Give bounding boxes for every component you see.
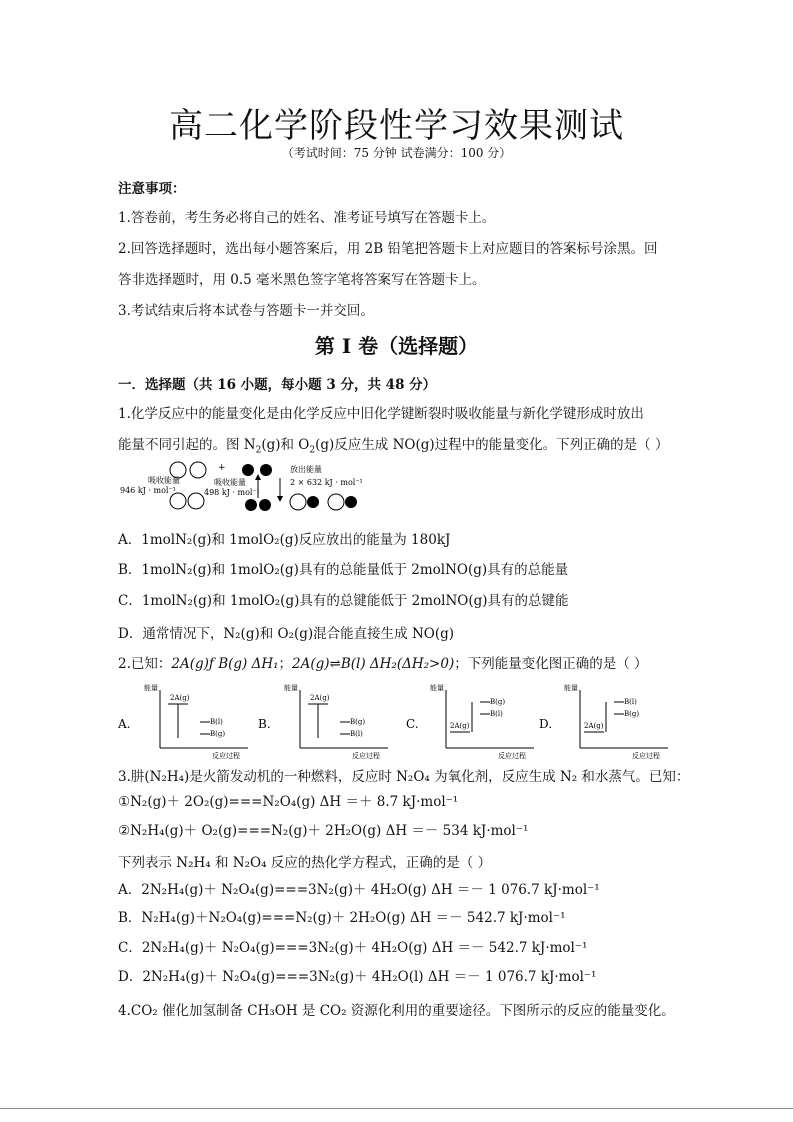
release-value: 2 × 632 kJ · mol⁻¹ — [290, 478, 363, 487]
chart-d-top-label: B(l) — [624, 698, 637, 706]
page-bottom-line — [0, 1108, 793, 1109]
o-atom-circle — [259, 499, 271, 511]
chart-c-top-label: B(g) — [490, 698, 506, 706]
o-atom-circle — [345, 496, 357, 508]
chart-d — [539, 683, 668, 760]
chart-b — [258, 683, 388, 760]
chart-d-xlabel: 反应过程 — [632, 752, 660, 760]
q3-question: 下列表示 N₂H₄ 和 N₂O₄ 反应的热化学方程式，正确的是（ ） — [118, 855, 492, 871]
chart-c-label: C. — [406, 717, 419, 731]
absorb-label-2: 吸收能量 — [214, 478, 246, 487]
chart-c-ylabel: 能量 — [430, 684, 444, 692]
o-atom-circle — [242, 464, 254, 476]
o-atom-circle — [245, 499, 257, 511]
chart-b-bot-label: B(l) — [350, 730, 363, 738]
arrow-head — [277, 496, 283, 502]
n-atom-circle — [170, 493, 186, 509]
q1-bond-energy-diagram — [118, 458, 378, 518]
q1-option-c: C．1molN₂(g)和 1molO₂(g)具有的总键能低于 2molNO(g)具有的总键能 — [118, 593, 569, 609]
note-2b: 答非选择题时，用 0.5 毫米黑色签字笔将答案写在答题卡上。 — [118, 272, 486, 288]
notes-heading: 注意事项： — [118, 181, 186, 197]
absorb-value-1: 946 kJ · mol⁻¹ — [120, 486, 176, 495]
o-atom-circle — [260, 464, 272, 476]
o-atom-circle — [307, 496, 319, 508]
chart-b-mid-label: B(g) — [350, 718, 366, 726]
q3-eq1: ①N₂(g)＋ 2O₂(g)===N₂O₄(g) ΔH ＝＋ 8.7 kJ·mol⁻¹ — [118, 794, 459, 810]
chart-c — [406, 683, 534, 760]
exam-info: （考试时间：75 分钟 试卷满分：100 分） — [281, 146, 512, 160]
arrow-head — [255, 474, 261, 480]
note-3: 3.考试结束后将本试卷与答题卡一并交回。 — [118, 303, 374, 319]
note-1: 1.答卷前，考生务必将自己的姓名、准考证号填写在答题卡上。 — [118, 210, 496, 226]
q2-stem: 2.已知：2A(g)ƒ B(g) ΔH₁；2A(g)⇌B(l) ΔH₂(ΔH₂>0)；下列能量变化图正确的是（ ） — [118, 656, 648, 672]
q3-option-a: A．2N₂H₄(g)＋ N₂O₄(g)===3N₂(g)＋ 4H₂O(g) ΔH ＝－ 1 076.7 kJ·mol⁻¹ — [118, 882, 600, 898]
plus-sign: + — [218, 463, 226, 473]
chart-b-label: B. — [258, 717, 271, 731]
chart-c-bot-label: 2A(g) — [450, 722, 470, 730]
chart-d-ylabel: 能量 — [564, 684, 578, 692]
chart-d-label: D. — [539, 717, 553, 731]
n-atom-circle — [328, 494, 344, 510]
chart-d-mid-label: B(g) — [624, 710, 640, 718]
q4-stem: 4.CO₂ 催化加氢制备 CH₃OH 是 CO₂ 资源化利用的重要途径。下图所示的反应的能量变化。 — [118, 1003, 675, 1019]
q3-stem: 3.肼(N₂H₄)是火箭发动机的一种燃料，反应时 N₂O₄ 为氧化剂，反应生成 N₂ 和水蒸气。已知： — [118, 769, 690, 785]
page-title: 高二化学阶段性学习效果测试 — [169, 106, 624, 146]
chart-a-xlabel: 反应过程 — [212, 752, 240, 760]
q1-option-b: B．1molN₂(g)和 1molO₂(g)具有的总能量低于 2molNO(g)具有的总能量 — [118, 562, 569, 578]
chart-b-top-label: 2A(g) — [310, 694, 330, 702]
chart-a-bot-label: B(g) — [210, 730, 226, 738]
chart-d-bot-label: 2A(g) — [584, 722, 604, 730]
q3-option-b: B．N₂H₄(g)＋N₂O₄(g)===N₂(g)＋ 2H₂O(g) ΔH ＝－ 542.7 kJ·mol⁻¹ — [118, 910, 566, 926]
part-heading: 一．选择题（共 16 小题，每小题 3 分，共 48 分） — [118, 377, 437, 393]
chart-a-mid-label: B(l) — [210, 718, 223, 726]
absorb-value-2: 498 kJ · mol⁻¹ — [204, 488, 260, 497]
q1-stem-b: 能量不同引起的。图 $N_2(g)$和 $O_2(g)$反应生成 NO(g)过程中的能量变化。下列正确的是（ ） — [118, 437, 669, 456]
chart-a-label: A. — [118, 717, 131, 731]
chart-b-ylabel: 能量 — [284, 684, 298, 692]
chart-a — [118, 683, 248, 760]
note-2a: 2.回答选择题时，选出每小题答案后，用 2B 铅笔把答题卡上对应题目的答案标号涂黑。回 — [118, 241, 658, 257]
section-title: 第 I 卷（选择题） — [314, 334, 479, 358]
q3-option-c: C．2N₂H₄(g)＋ N₂O₄(g)===3N₂(g)＋ 4H₂O(g) ΔH ＝－ 542.7 kJ·mol⁻¹ — [118, 940, 588, 956]
chart-a-ylabel: 能量 — [144, 684, 158, 692]
chart-a-top-label: 2A(g) — [170, 694, 190, 702]
q1-stem-a: 1.化学反应中的能量变化是由化学反应中旧化学键断裂时吸收能量与新化学键形成时放出 — [118, 406, 644, 422]
chart-b-xlabel: 反应过程 — [352, 752, 380, 760]
n-atom-circle — [188, 493, 204, 509]
q2-energy-diagrams — [118, 680, 678, 762]
q1-option-d: D．通常情况下，N₂(g)和 O₂(g)混合能直接生成 NO(g) — [118, 626, 455, 642]
release-label: 放出能量 — [290, 465, 322, 474]
q3-option-d: D．2N₂H₄(g)＋ N₂O₄(g)===3N₂(g)＋ 4H₂O(l) ΔH ＝－ 1 076.7 kJ·mol⁻¹ — [118, 969, 597, 985]
q1-option-a: A．1molN₂(g)和 1molO₂(g)反应放出的能量为 180kJ — [118, 532, 451, 548]
chart-c-xlabel: 反应过程 — [498, 752, 526, 760]
absorb-label-1: 吸收能量 — [148, 476, 180, 485]
q3-eq2: ②N₂H₄(g)＋ O₂(g)===N₂(g)＋ 2H₂O(g) ΔH ＝－ 534 kJ·mol⁻¹ — [118, 823, 529, 839]
chart-c-mid-label: B(l) — [490, 710, 503, 718]
n-atom-circle — [290, 494, 306, 510]
n-atom-circle — [190, 462, 206, 478]
